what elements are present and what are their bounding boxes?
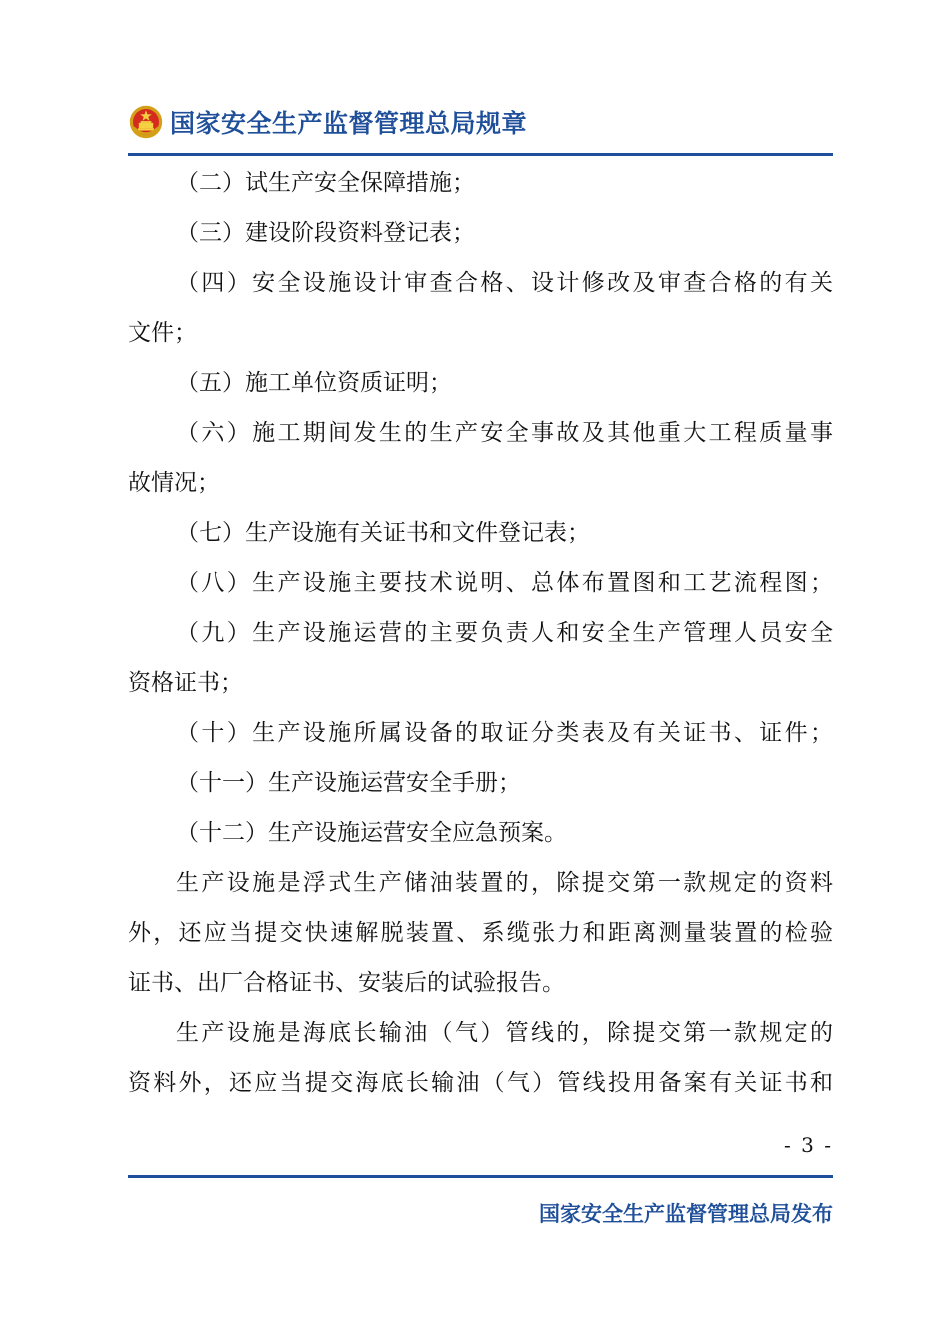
header-divider [128, 153, 833, 156]
list-item-3: （三）建设阶段资料登记表； [176, 220, 475, 246]
page-header [128, 100, 833, 144]
list-item-2: （二）试生产安全保障措施； [176, 170, 475, 196]
paragraph-pipeline: 生产设施是海底长输油（气）管线的，除提交第一款规定的 [176, 1020, 833, 1046]
header-title: 国家安全生产监督管理总局规章 [170, 109, 528, 138]
list-item-6: （六）施工期间发生的生产安全事故及其他重大工程质量事 [176, 420, 833, 446]
list-item-4: （四）安全设施设计审查合格、设计修改及审查合格的有关 [176, 270, 833, 296]
paragraph-pipeline-cont: 资料外，还应当提交海底长输油（气）管线投用备案有关证书和 [128, 1070, 833, 1096]
list-item-4-cont: 文件； [128, 320, 197, 346]
national-emblem-icon [128, 104, 164, 140]
paragraph-fpso: 生产设施是浮式生产储油装置的，除提交第一款规定的资料 [176, 870, 833, 896]
list-item-9: （九）生产设施运营的主要负责人和安全生产管理人员安全 [176, 620, 833, 646]
list-item-11: （十一）生产设施运营安全手册； [176, 770, 521, 796]
list-item-8: （八）生产设施主要技术说明、总体布置图和工艺流程图； [176, 570, 833, 596]
list-item-5: （五）施工单位资质证明； [176, 370, 452, 396]
list-item-7: （七）生产设施有关证书和文件登记表； [176, 520, 590, 546]
list-item-12: （十二）生产设施运营安全应急预案。 [176, 820, 567, 846]
list-item-9-cont: 资格证书； [128, 670, 243, 696]
paragraph-fpso-cont-2: 证书、出厂合格证书、安装后的试验报告。 [128, 970, 565, 996]
footer-divider [128, 1175, 833, 1178]
list-item-6-cont: 故情况； [128, 470, 220, 496]
list-item-10: （十）生产设施所属设备的取证分类表及有关证书、证件； [176, 720, 833, 746]
page-number: - 3 - [784, 1133, 833, 1157]
paragraph-fpso-cont-1: 外，还应当提交快速解脱装置、系缆张力和距离测量装置的检验 [128, 920, 833, 946]
footer-text: 国家安全生产监督管理总局发布 [539, 1202, 833, 1226]
document-body [128, 158, 833, 1108]
